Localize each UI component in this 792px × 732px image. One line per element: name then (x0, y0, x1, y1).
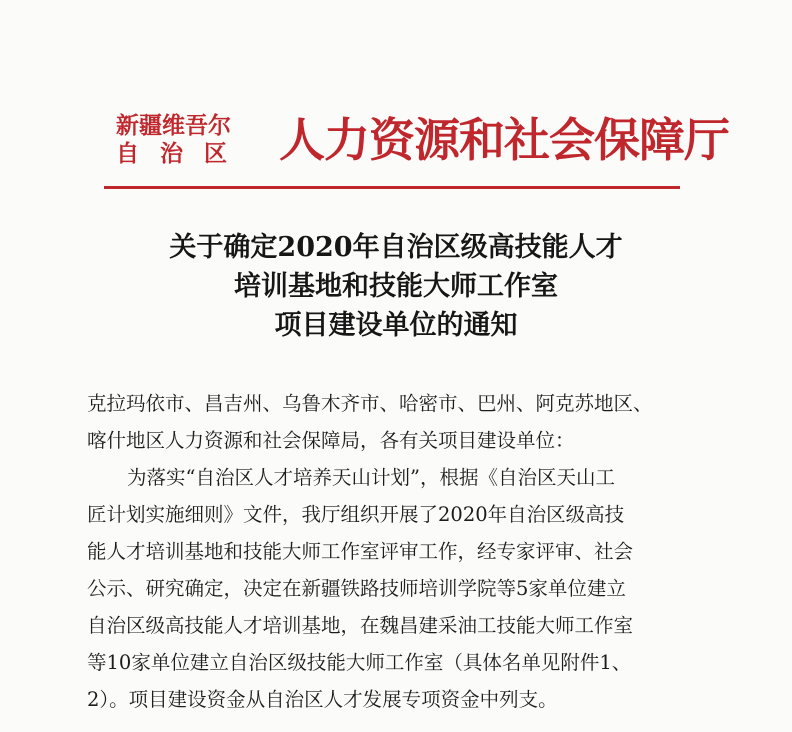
body-line-addressee: 喀什地区人力资源和社会保障局，各有关项目建设单位： (87, 429, 575, 452)
body-line-paragraph: 等10家单位建立自治区级技能大师工作室（具体名单见附件1、 (87, 651, 632, 674)
body-line-paragraph: 能人才培训基地和技能大师工作室评审工作，经专家评审、社会 (87, 540, 634, 563)
body-line-paragraph: 匠计划实施细则》文件，我厅组织开展了2020年自治区级高技 (87, 503, 625, 526)
title-line: 关于确定2020年自治区级高技能人才 (169, 232, 623, 263)
letterhead-region-line2: 自治区 (116, 140, 248, 167)
document-body (87, 385, 727, 718)
body-line-paragraph: 自治区级高技能人才培训基地，在魏昌建采油工技能大师工作室 (87, 614, 634, 637)
letterhead (104, 104, 729, 192)
body-line-paragraph: 2）。项目建设资金从自治区人才发展专项资金中列支。 (87, 688, 558, 711)
body-line-addressee: 克拉玛依市、昌吉州、乌鲁木齐市、哈密市、巴州、阿克苏地区、 (87, 392, 653, 415)
document-title (96, 228, 696, 345)
title-line: 项目建设单位的通知 (274, 310, 518, 341)
letterhead-divider (104, 186, 680, 189)
title-line: 培训基地和技能大师工作室 (234, 271, 558, 302)
letterhead-region-line1: 新疆维吾尔 (116, 112, 231, 139)
letterhead-department: 人力资源和社会保障厅 (279, 113, 729, 167)
body-line-paragraph: 公示、研究确定，决定在新疆铁路技师培训学院等5家单位建立 (87, 577, 626, 600)
body-line-paragraph: 为落实“自治区人才培养天山计划”，根据《自治区天山工 (127, 466, 615, 489)
